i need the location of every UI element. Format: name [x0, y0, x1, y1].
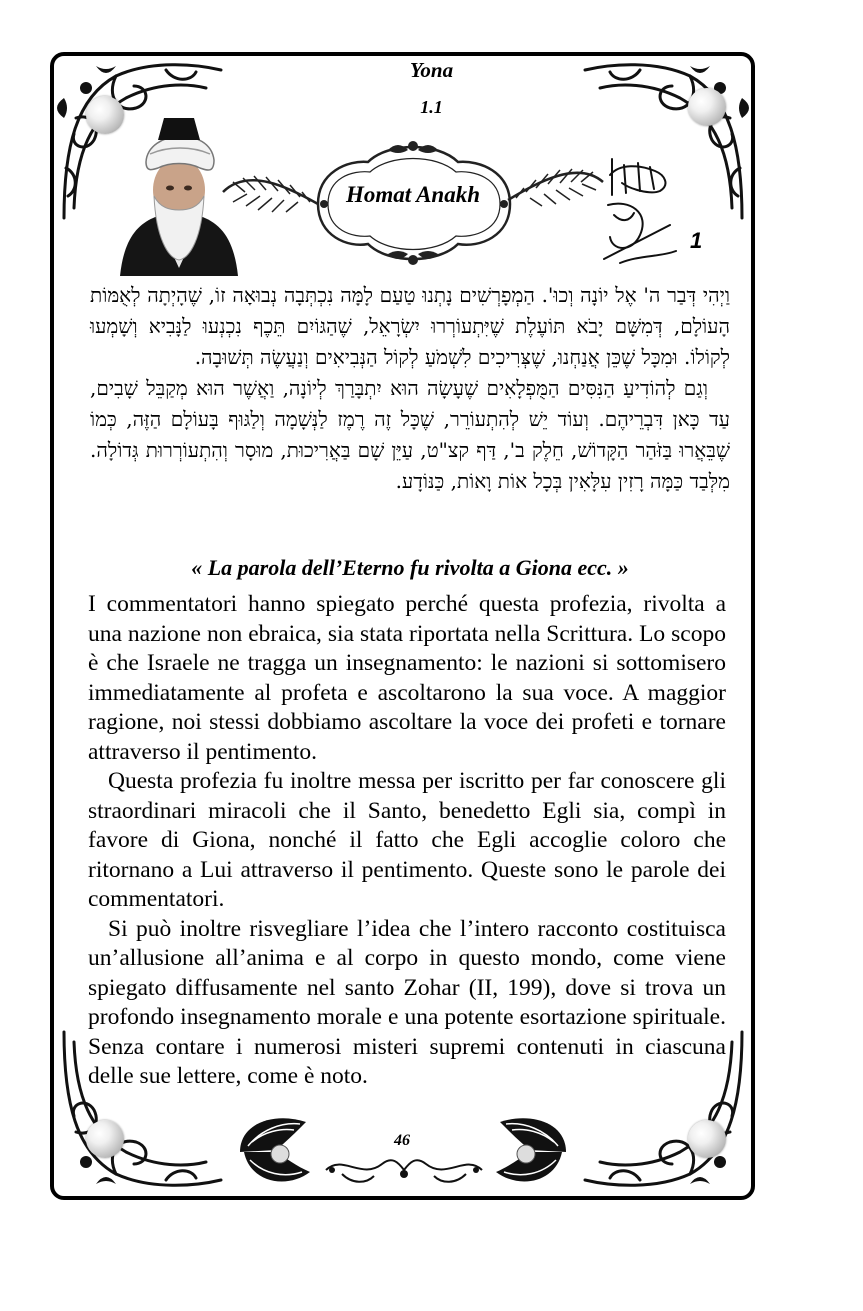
pearl-icon [688, 1120, 726, 1158]
oyster-shell-icon [490, 1112, 570, 1190]
hebrew-paragraph: וְגַם לְהוֹדִיעַ הַנִּסִּים הַמֻּפְלָאִים שֶׁעָשָׂה הוּא יִתְבָּרַךְ לְיוֹנָה, וַאֲשֶׁר הוּא מְקַבֵּל שָׁבִים, עַד כָּאן דִּבְרֵיהֶם. וְעוֹד יֵשׁ לְהִתְעוֹרֵר, שֶׁכָּל זֶה רֶמֶז לַנְּשָׁמָה וְלַגּוּף בָּעוֹלָם הַזֶּה, כְּמוֹ שֶׁבֵּאֲרוּ בַּזֹּהַר הַקָּדוֹשׁ, חֵלֶק ב', דַּף קצ"ט, עַיֵּן שָׁם בַּאֲרִיכוּת, מוּסָר וְהִתְעוֹרְרוּת גְּדוֹלָה. מִלְּבַד כַּמָּה רָזִין עִלָּאִין בְּכָל אוֹת וָאוֹת, כַּנּוֹדָע. [90, 376, 730, 493]
feather-icon [223, 176, 318, 212]
oyster-shell-icon [236, 1112, 316, 1190]
page-number: 46 [394, 1132, 410, 1149]
book-name: Homat Anakh [346, 182, 480, 207]
pearl-icon [86, 1120, 124, 1158]
chapter-verse: 1.1 [420, 97, 443, 117]
hebrew-text [90, 280, 730, 497]
feather-icon [508, 169, 603, 206]
italian-paragraph: Questa profezia fu inoltre messa per iscritto per far conoscere gli straordinari miracoli che il Santo, benedetto Egli sia, compì in favore di Giona, nonché il fatto che Egli accoglie coloro che ritornano a Lui attraverso il pentimento. Queste sono le parole dei commentatori. [88, 768, 726, 912]
section-number: 1 [690, 228, 703, 253]
quote-heading: « La parola dell’Eterno fu rivolta a Giona ecc. » [191, 555, 629, 580]
italian-paragraph: Si può inoltre risvegliare l’idea che l’intero racconto costituisca un’allusione all’anima e al corpo in questo mondo, come viene spiegato diffusamente nel santo Zohar (II, 199), dove si trova un profondo insegnamento morale e una potente esortazione spirituale. Senza contare i numerosi misteri supremi contenuti in ciascuna delle sue lettere, come è noto. [88, 915, 726, 1089]
signature-icon [600, 155, 682, 270]
italian-text [88, 590, 726, 1092]
hebrew-paragraph: וַיְהִי דְּבַר ה' אֶל יוֹנָה וְכוּ'. הַמְפָרְשִׁים נָתְנוּ טַעַם לָמָּה נִכְתְּבָה נְבוּאָה זוֹ, שֶׁהָיְתָה לְאֻמּוֹת הָעוֹלָם, דְּמִשָּׁם יָבֹא תּוֹעֶלֶת שֶׁיִּתְעוֹרְרוּ יִשְׂרָאֵל, שֶׁהַגּוֹיִם תֵּכֶף נִכְנְעוּ לַנָּבִיא וְשָׁמְעוּ לְקוֹלוֹ. וּמִכָּל שֶׁכֵּן אֲנַחְנוּ, שֶׁצְּרִיכִים לִשְׁמֹעַ לְקוֹל הַנְּבִיאִים וְנַעֲשֶׂה תְּשׁוּבָה. [90, 283, 730, 369]
book-title: Yona [409, 58, 454, 82]
italian-paragraph: I commentatori hanno spiegato perché questa profezia, rivolta a una nazione non ebraica, sia stata riportata nella Scrittura. Lo scopo è che Israele ne tragga un insegnamento: le nazioni si sottomisero immediatamente al profeta e ascoltarono la sua voce. A maggior ragione, noi stessi dobbiamo ascoltare la voce dei profeti e tornare attraverso il pentimento. [88, 591, 726, 765]
